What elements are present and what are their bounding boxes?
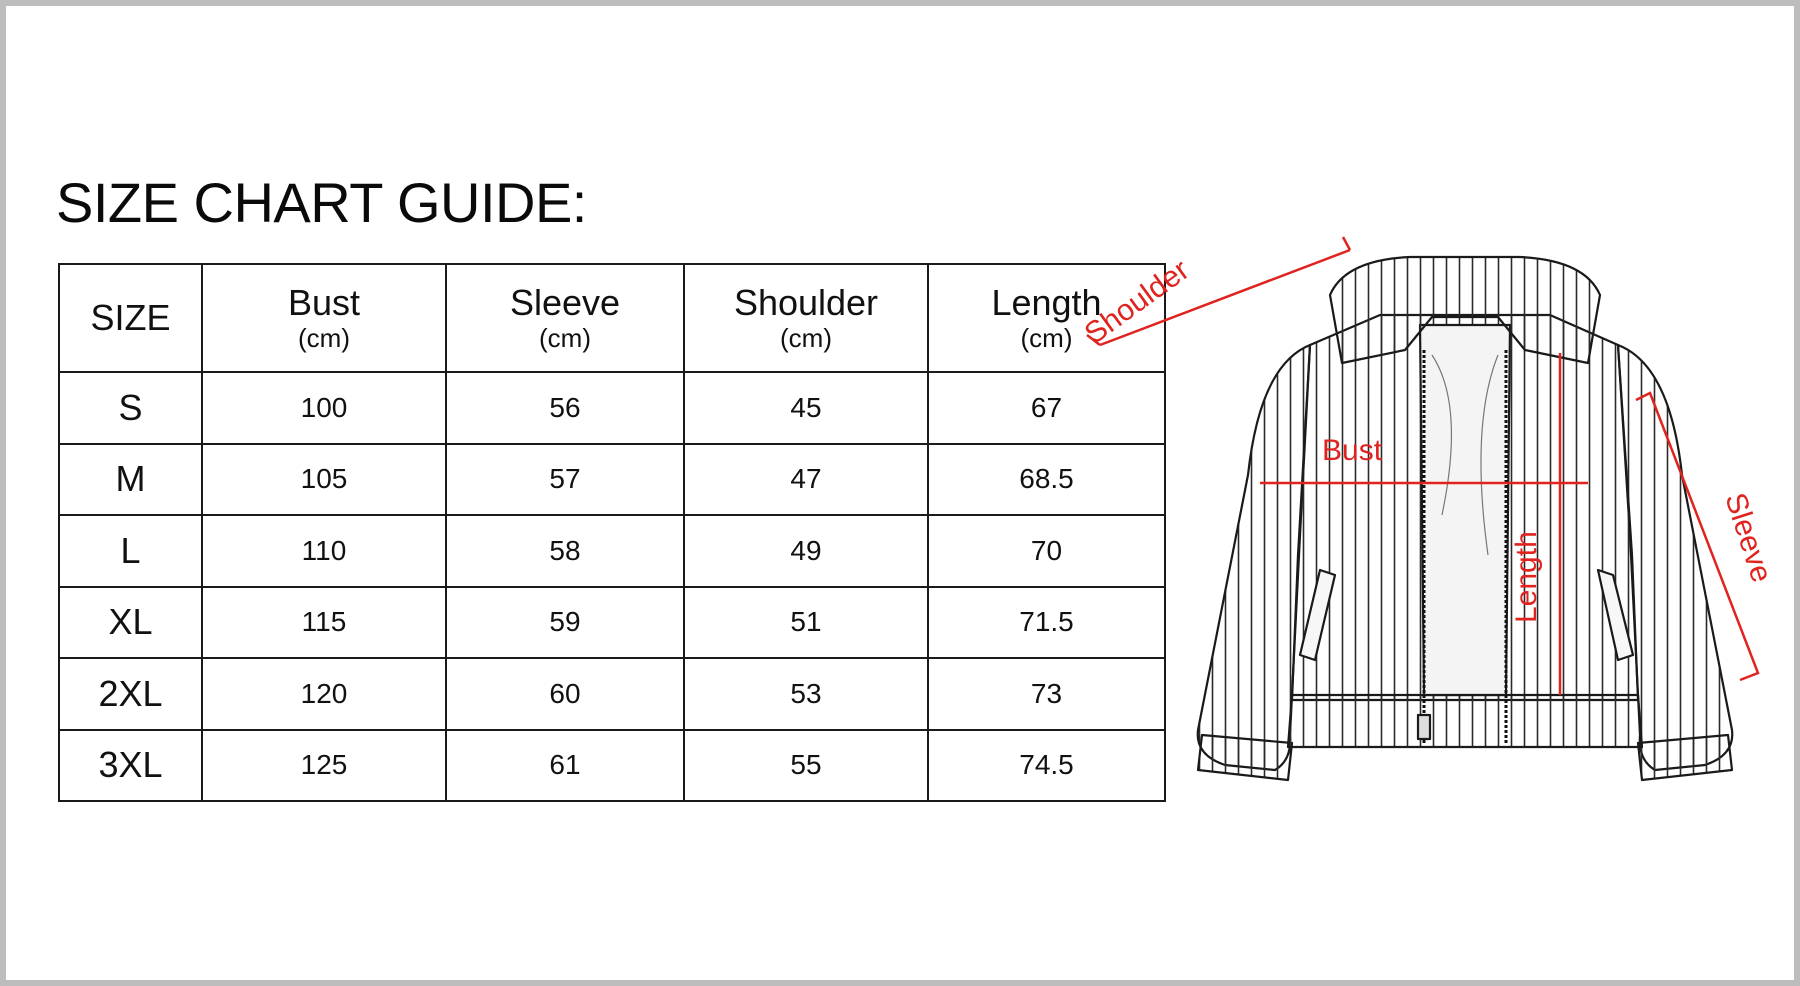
shoulder-cell: 45	[684, 372, 928, 444]
column-header-label: SIZE	[90, 297, 171, 338]
sleeve-cell: 58	[446, 515, 684, 587]
bust-label: Bust	[1322, 434, 1383, 467]
table-row	[59, 658, 1165, 730]
column-header-bust	[202, 264, 446, 372]
column-header-label: Bust	[287, 282, 361, 323]
column-header-unit: (cm)	[1020, 323, 1073, 353]
column-header-sleeve	[446, 264, 684, 372]
size-cell: S	[59, 372, 202, 444]
length-label: Length	[1510, 531, 1543, 623]
sleeve-cell: 57	[446, 444, 684, 516]
bust-cell: 100	[202, 372, 446, 444]
shoulder-cell: 49	[684, 515, 928, 587]
sleeve-cell: 61	[446, 730, 684, 802]
shoulder-cell: 55	[684, 730, 928, 802]
table-row	[59, 444, 1165, 516]
length-cell: 74.5	[928, 730, 1165, 802]
sleeve-label: Sleeve	[1718, 488, 1779, 587]
length-cell: 73	[928, 658, 1165, 730]
bust-cell: 120	[202, 658, 446, 730]
bust-cell: 125	[202, 730, 446, 802]
size-cell: 3XL	[59, 730, 202, 802]
length-cell: 70	[928, 515, 1165, 587]
column-header-unit: (cm)	[298, 323, 350, 353]
column-header-unit: (cm)	[780, 323, 832, 353]
table-row	[59, 515, 1165, 587]
table-header-row	[59, 264, 1165, 372]
column-header-size	[59, 264, 202, 372]
shoulder-cell: 51	[684, 587, 928, 659]
page-title: SIZE CHART GUIDE:	[56, 171, 587, 234]
shoulder-label: Shoulder	[1078, 253, 1196, 351]
column-header-shoulder	[684, 264, 928, 372]
length-cell: 71.5	[928, 587, 1165, 659]
size-cell: 2XL	[59, 658, 202, 730]
column-header-label: Sleeve	[509, 282, 621, 323]
sleeve-cell: 56	[446, 372, 684, 444]
size-cell: M	[59, 444, 202, 516]
table-row	[59, 730, 1165, 802]
sleeve-cell: 59	[446, 587, 684, 659]
bust-cell: 115	[202, 587, 446, 659]
size-cell: L	[59, 515, 202, 587]
jacket-icon	[1198, 257, 1733, 780]
size-cell: XL	[59, 587, 202, 659]
shoulder-cell: 47	[684, 444, 928, 516]
table-row	[59, 587, 1165, 659]
shoulder-cell: 53	[684, 658, 928, 730]
length-cell: 68.5	[928, 444, 1165, 516]
column-header-unit: (cm)	[539, 323, 591, 353]
sleeve-cell: 60	[446, 658, 684, 730]
column-header-label: Length	[991, 282, 1102, 323]
size-chart-table	[58, 263, 1166, 802]
length-cell: 67	[928, 372, 1165, 444]
bust-cell: 110	[202, 515, 446, 587]
column-header-label: Shoulder	[733, 282, 879, 323]
table-row	[59, 372, 1165, 444]
bust-cell: 105	[202, 444, 446, 516]
jacket-measurement-diagram	[1078, 253, 1780, 815]
